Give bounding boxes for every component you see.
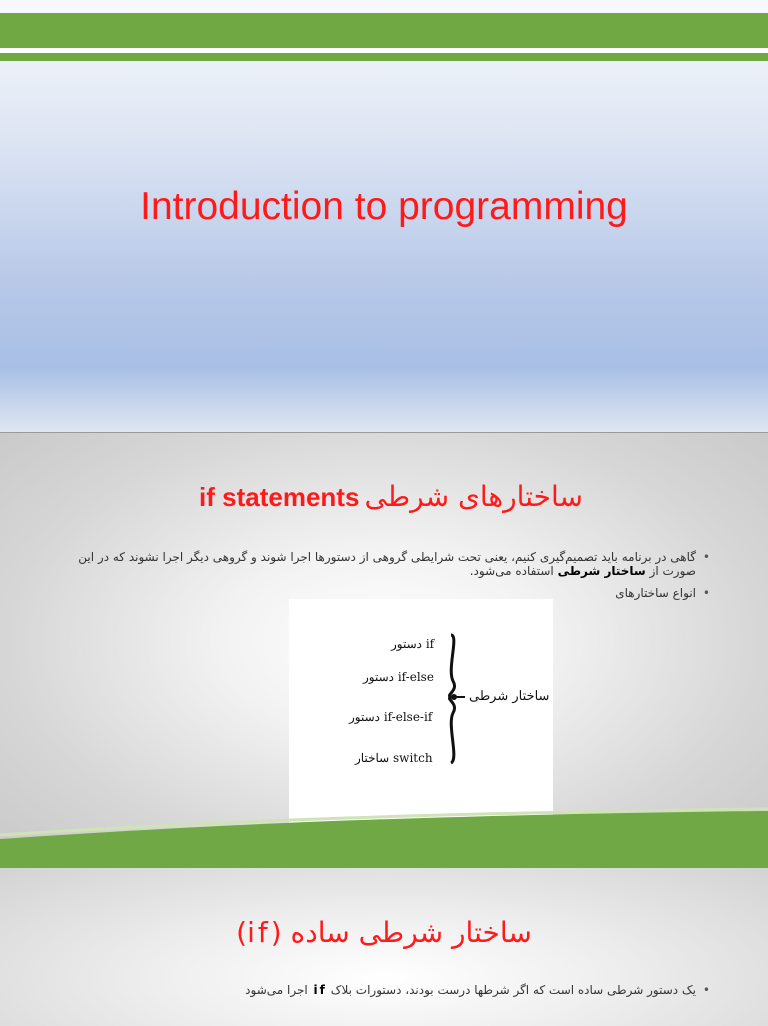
bullet-text-end: استفاده می‌شود. <box>469 564 554 578</box>
bullet-text: یک دستور شرطی ساده است که اگر شرطها درست بودند، دستورات بلاک <box>330 983 696 997</box>
simple-if-slide <box>0 866 768 1026</box>
list-item <box>52 586 712 600</box>
green-wave-decoration <box>0 807 768 867</box>
title-slide <box>0 0 768 432</box>
diagram-item-switch: ساختار switch <box>355 751 433 765</box>
diagram-item-if: دستور if <box>391 637 435 651</box>
diagram-item-if-else-if: دستور if-else-if <box>349 710 433 724</box>
conditional-structures-diagram <box>289 599 553 832</box>
heading-english: if statements <box>199 482 360 512</box>
diagram-item-if-else: دستور if-else <box>363 670 434 684</box>
if-statements-slide <box>0 432 768 867</box>
heading-persian: ساختارهای شرطی <box>364 480 583 513</box>
top-margin <box>0 0 768 12</box>
header-band-green <box>0 13 768 48</box>
list-item <box>52 983 712 997</box>
bullet-text-end: اجرا می‌شود <box>245 983 308 997</box>
bullet-bold-text: ساختار شرطی <box>557 564 646 578</box>
bullet-text: انواع ساختارهای <box>615 586 696 600</box>
bullet-text: گاهی در برنامه باید تصمیم‌گیری کنیم، یعنی تحت شرایطی گروهی از دستورها اجرا شوند و گروهی دیگر اجرا نشوند که در این صورت از <box>78 550 696 578</box>
slide-heading <box>0 480 768 513</box>
bullet-keyword: if <box>313 983 327 997</box>
slide-heading: ساختار شرطی ساده (if) <box>236 916 532 949</box>
list-item <box>52 550 712 578</box>
diagram-center-label: ساختار شرطی <box>469 689 550 704</box>
slide-title: Introduction to programming <box>140 185 628 228</box>
bullet-list <box>52 983 712 1005</box>
header-band-green-thin <box>0 53 768 61</box>
